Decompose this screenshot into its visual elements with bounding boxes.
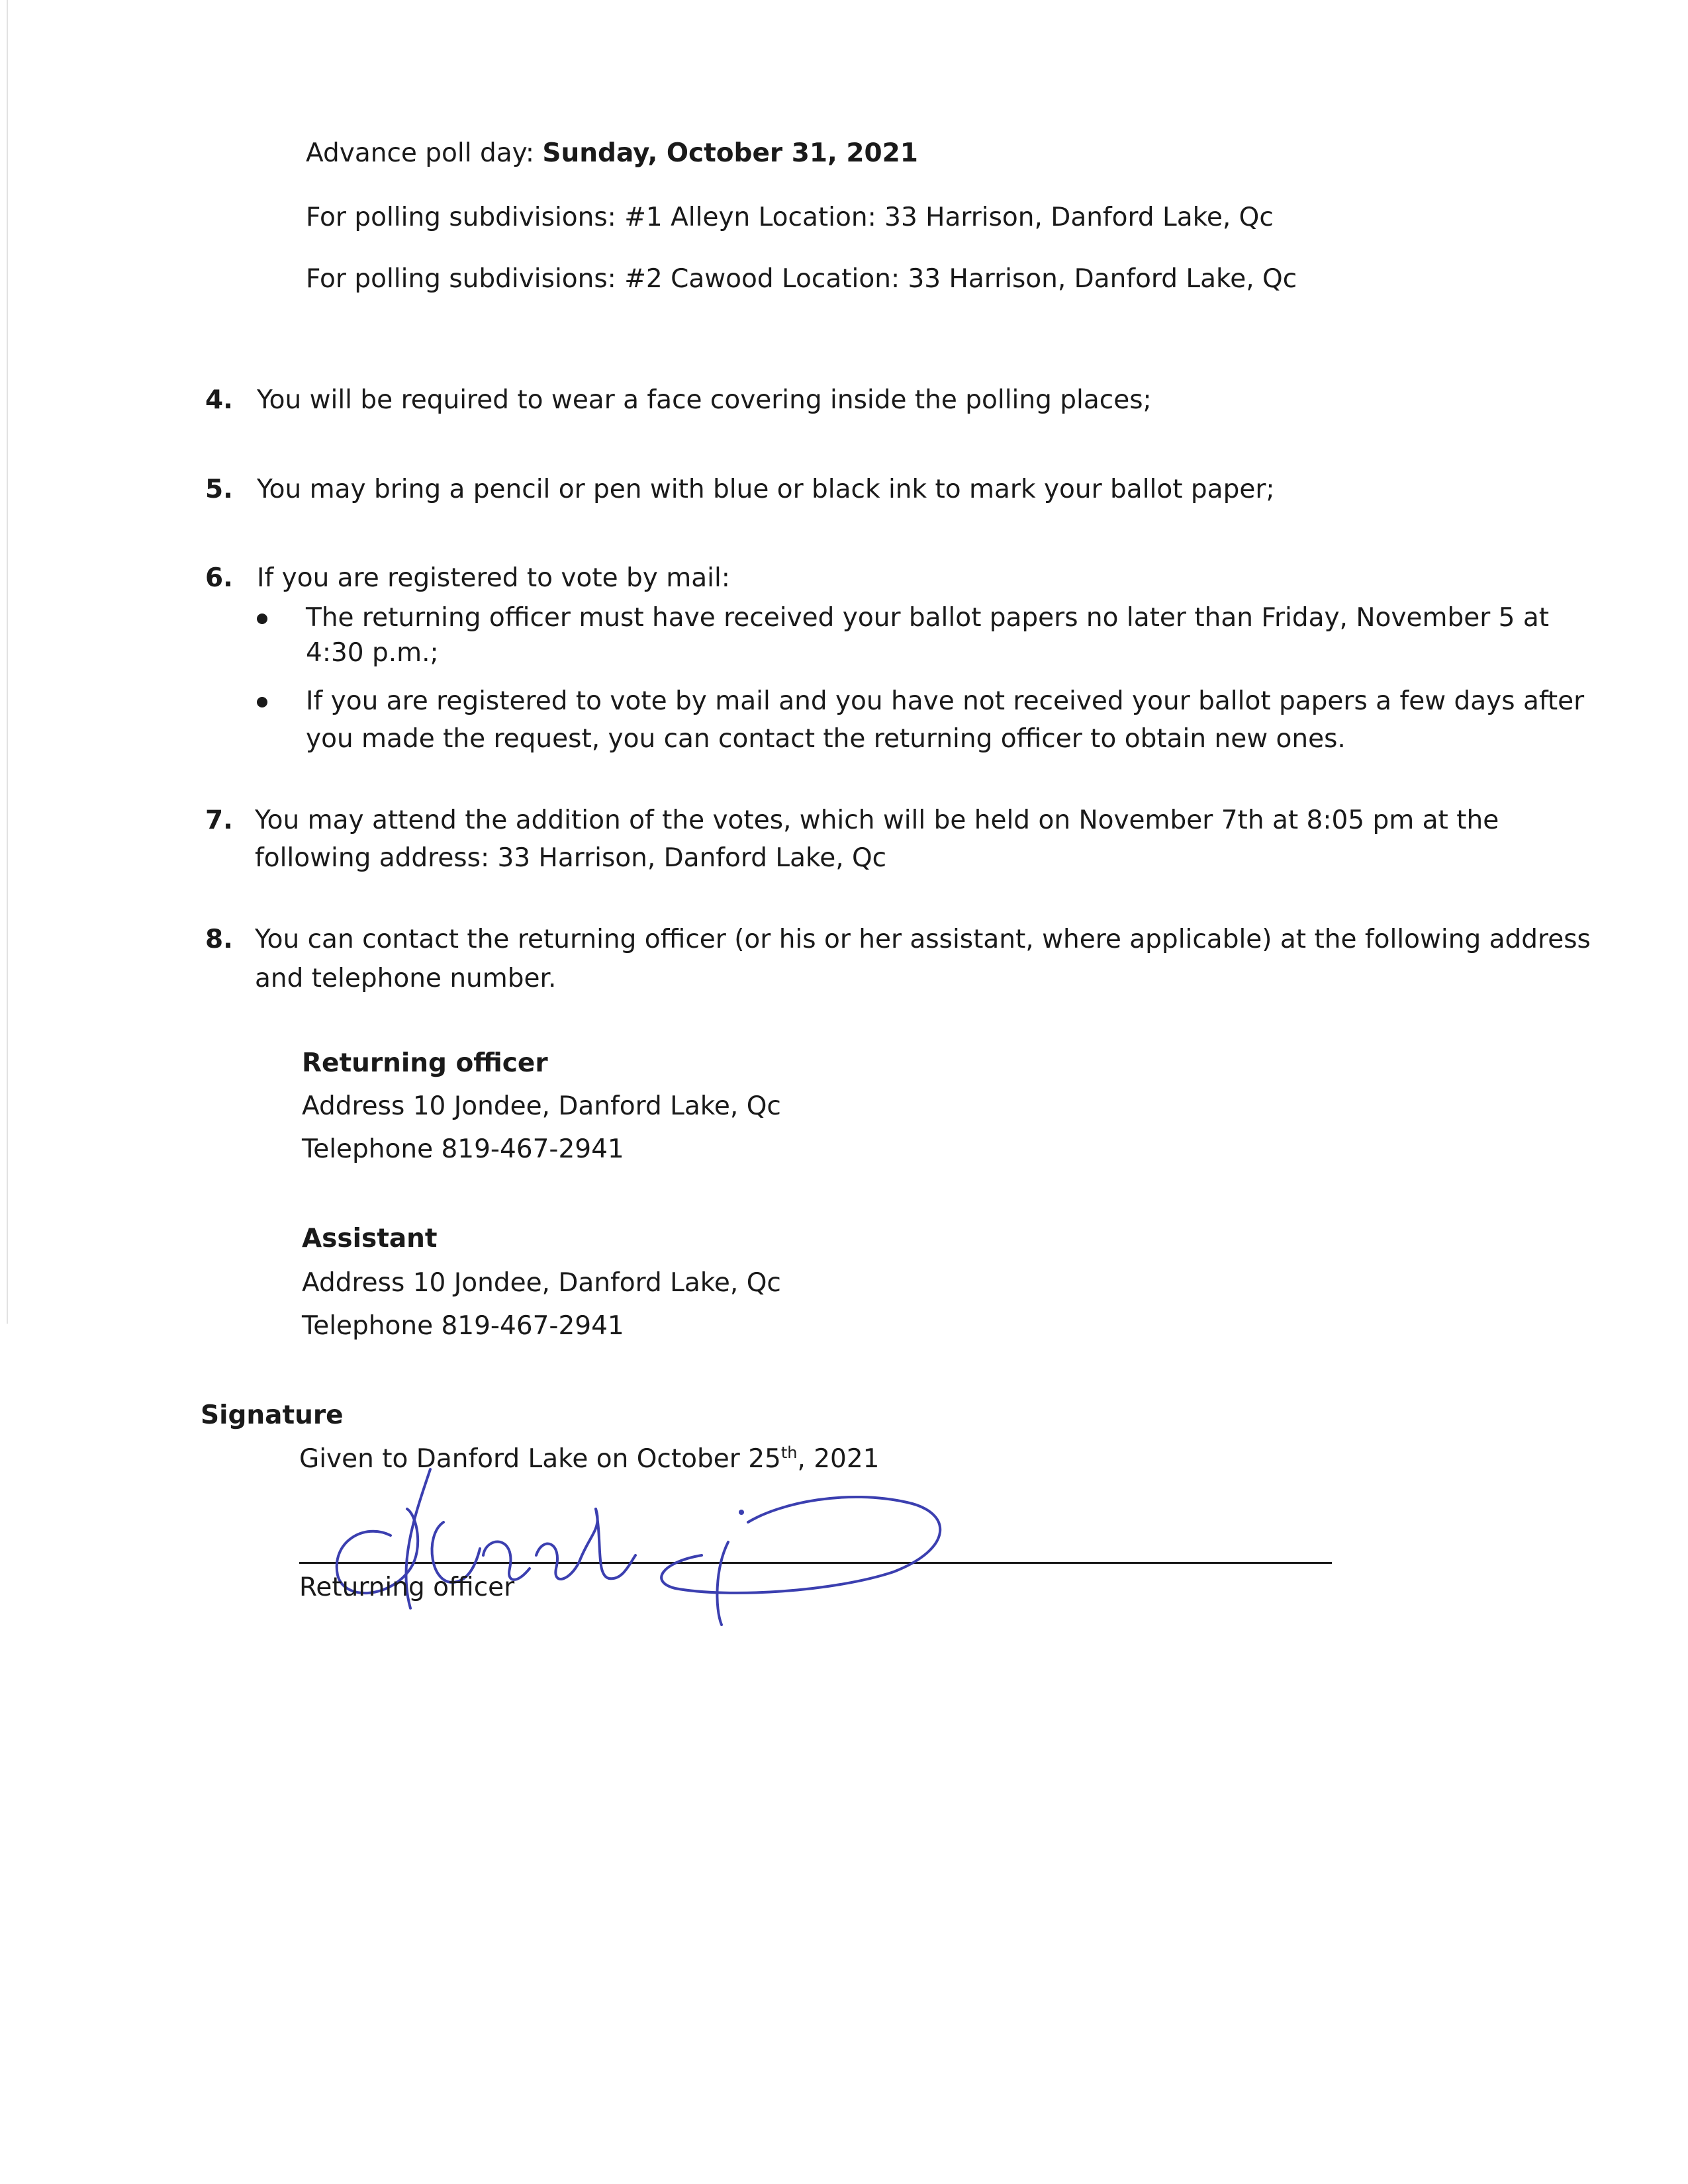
item-number-8: 8. [205, 925, 233, 954]
given-superscript: th [780, 1443, 798, 1462]
item-number-6: 6. [205, 563, 233, 593]
given-text: Given to Danford Lake on October 25 [299, 1444, 781, 1474]
item-8-line-1: You can contact the returning officer (or his or her assistant, where applicable) at the following address [255, 925, 1591, 954]
contact-address-returning-officer: Address 10 Jondee, Danford Lake, Qc [302, 1091, 781, 1121]
item-number-7: 7. [205, 805, 233, 835]
item-6-text: If you are registered to vote by mail: [257, 563, 730, 593]
polling-subdivision-2: For polling subdivisions: #2 Cawood Location: 33 Harrison, Danford Lake, Qc [306, 264, 1297, 294]
contact-title-assistant: Assistant [302, 1224, 438, 1253]
signature-heading: Signature [201, 1400, 344, 1430]
item-5-text: You may bring a pencil or pen with blue or black ink to mark your ballot paper; [257, 475, 1275, 504]
item-6-bullet-2-line-1: If you are registered to vote by mail and you have not received your ballot papers a few days after [306, 686, 1585, 716]
signature-dot [739, 1510, 744, 1515]
item-number-4: 4. [205, 385, 233, 415]
bullet-icon [257, 697, 267, 707]
advance-poll-label: Advance poll day: [306, 138, 543, 168]
item-6-bullet-2-line-2: you made the request, you can contact the returning officer to obtain new ones. [306, 724, 1346, 754]
item-number-5: 5. [205, 475, 233, 504]
item-6-bullet-1-line-1: The returning officer must have received your ballot papers no later than Friday, November 5 at [306, 603, 1550, 633]
item-7-line-2: following address: 33 Harrison, Danford Lake, Qc [255, 843, 887, 873]
contact-address-assistant: Address 10 Jondee, Danford Lake, Qc [302, 1268, 781, 1298]
bullet-icon [257, 614, 267, 624]
scan-edge [7, 0, 8, 1324]
advance-poll-date: Sunday, October 31, 2021 [542, 138, 918, 168]
item-4-text: You will be required to wear a face covering inside the polling places; [257, 385, 1152, 415]
item-8-line-2: and telephone number. [255, 964, 557, 993]
given-year: , 2021 [797, 1444, 880, 1474]
contact-phone-assistant: Telephone 819-467-2941 [302, 1311, 624, 1341]
item-6-bullet-1-line-2: 4:30 p.m.; [306, 638, 439, 668]
item-7-line-1: You may attend the addition of the votes, which will be held on November 7th at 8:05 pm at the [255, 805, 1499, 835]
polling-subdivision-1: For polling subdivisions: #1 Alleyn Location: 33 Harrison, Danford Lake, Qc [306, 203, 1274, 232]
signature-role-label: Returning officer [299, 1572, 515, 1602]
advance-poll-line [306, 136, 918, 172]
contact-phone-returning-officer: Telephone 819-467-2941 [302, 1134, 624, 1164]
contact-title-returning-officer: Returning officer [302, 1048, 548, 1078]
